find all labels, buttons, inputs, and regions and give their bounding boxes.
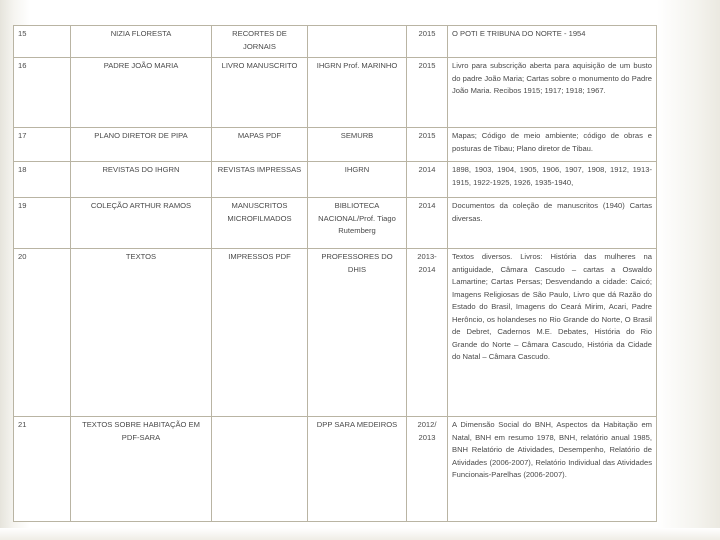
collection-description: 1898, 1903, 1904, 1905, 1906, 1907, 1908, 1912, 1913-1915, 1922-1925, 1926, 1935-1940, [448,162,657,198]
collection-description: O POTI E TRIBUNA DO NORTE - 1954 [448,26,657,58]
material-type: IMPRESSOS PDF [212,249,308,417]
row-number: 21 [14,417,71,522]
collection-title: NIZIA FLORESTA [71,26,212,58]
collection-description: Documentos da coleção de manuscritos (1940) Cartas diversas. [448,198,657,249]
collection-title: TEXTOS [71,249,212,417]
material-type: REVISTAS IMPRESSAS [212,162,308,198]
material-source: BIBLIOTECA NACIONAL/Prof. Tiago Rutemberg [308,198,407,249]
collection-year: 2012/ 2013 [407,417,448,522]
collection-year: 2014 [407,162,448,198]
material-source: PROFESSORES DO DHIS [308,249,407,417]
material-type: MAPAS PDF [212,128,308,162]
collection-year: 2013-2014 [407,249,448,417]
inventory-table [13,25,657,522]
table-row [14,26,657,58]
collection-description: Livro para subscrição aberta para aquisição de um busto do padre João Maria; Cartas sobre o monumento do Padre João Maria. Recibos 1915; 1917; 1918; 1967. [448,58,657,128]
row-number: 15 [14,26,71,58]
row-number: 18 [14,162,71,198]
collection-description: A Dimensão Social do BNH, Aspectos da Habitação em Natal, BNH em resumo 1978, BNH, relatório anual 1985, BNH Relatório de Atividades, Desempenho, Relatório de Atividades (2006-2007), Relatório Individual das Atividades Funcionais-Parelhas (2006-2007). [448,417,657,522]
table-row [14,417,657,522]
material-type [212,417,308,522]
material-source: IHGRN [308,162,407,198]
material-source: SEMURB [308,128,407,162]
collection-year: 2015 [407,128,448,162]
table-row [14,128,657,162]
material-source [308,26,407,58]
collection-description: Mapas; Código de meio ambiente; código de obras e posturas de Tibau; Plano diretor de Tibau. [448,128,657,162]
material-source: IHGRN Prof. MARINHO [308,58,407,128]
collection-description: Textos diversos. Livros: História das mulheres na antiguidade, Câmara Cascudo – cartas a Oswaldo Lamartine; Cartas Persas; Desvendando a cidade: Caicó; Imagens Religiosas de São Paulo, Livro que dá Razão do Estado do Brasil, Imagens do Ceará Mirim, Acari, Padre Herôncio, os holandeses no Rio Grande do Norte, O Brasil de Debret, Cadernos M.E. Debates, História do Rio Grande do Norte – Câmara Cascudo, História da Cidade do Natal – Câmara Cascudo. [448,249,657,417]
table-row [14,249,657,417]
material-type: RECORTES DE JORNAIS [212,26,308,58]
collection-year: 2014 [407,198,448,249]
collection-title: COLEÇÃO ARTHUR RAMOS [71,198,212,249]
right-shadow [657,0,720,540]
collection-title: PADRE JOÃO MARIA [71,58,212,128]
material-type: MANUSCRITOS MICROFILMADOS [212,198,308,249]
row-number: 16 [14,58,71,128]
table-row [14,162,657,198]
collection-year: 2015 [407,26,448,58]
row-number: 20 [14,249,71,417]
collection-title: REVISTAS DO IHGRN [71,162,212,198]
material-source: DPP SARA MEDEIROS [308,417,407,522]
row-number: 19 [14,198,71,249]
table-row [14,198,657,249]
collection-title: PLANO DIRETOR DE PIPA [71,128,212,162]
bottom-shadow [0,528,720,540]
collection-year: 2015 [407,58,448,128]
material-type: LIVRO MANUSCRITO [212,58,308,128]
table-row [14,58,657,128]
collection-title: TEXTOS SOBRE HABITAÇÃO EM PDF-SARA [71,417,212,522]
row-number: 17 [14,128,71,162]
